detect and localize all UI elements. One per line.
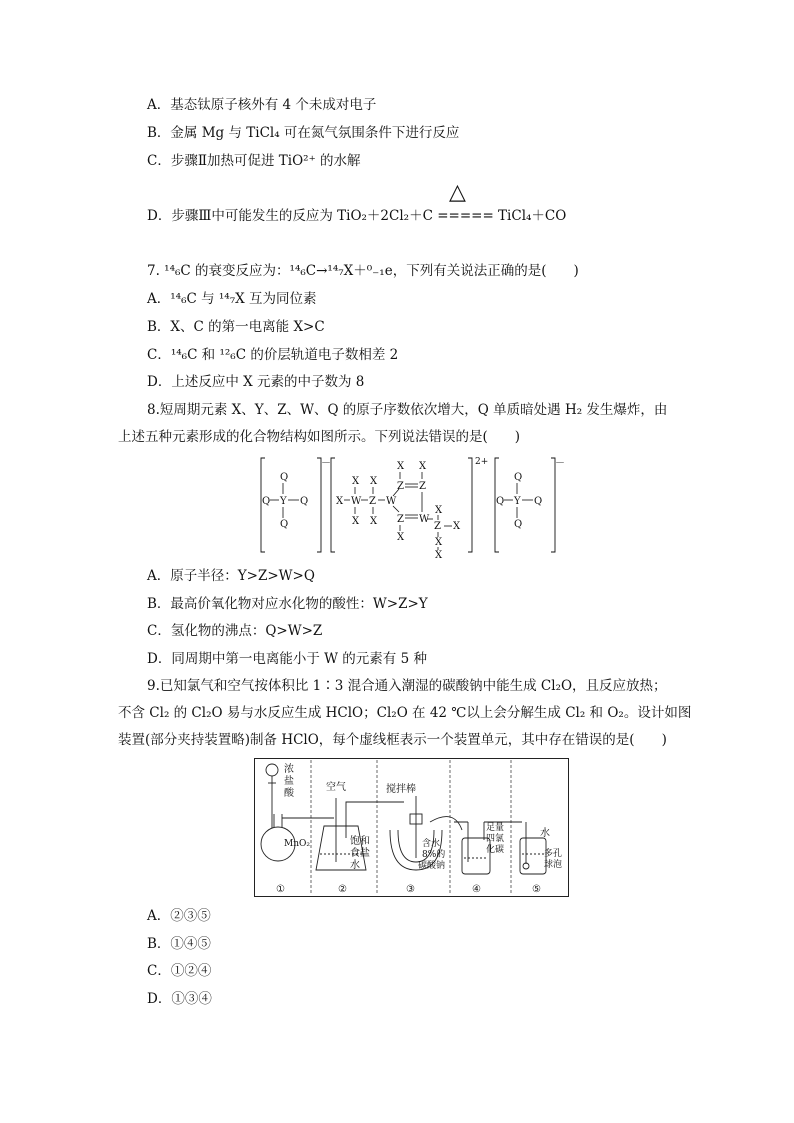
q6-option-b: B．金属 Mg 与 TiCl₄ 可在氮气氛围条件下进行反应 <box>147 125 460 141</box>
label-stirrer: 搅拌棒 <box>386 784 416 795</box>
q7-option-c: C．¹⁴₆C 和 ¹²₆C 的价层轨道电子数相差 2 <box>147 347 399 363</box>
q8-stem-line2: 上述五种元素形成的化合物结构如图所示。下列说法错误的是( ) <box>118 429 521 445</box>
label-brine: 饱和 <box>350 836 370 847</box>
atom-y: Y <box>280 496 287 507</box>
label-ccl4: 足量 <box>486 823 505 833</box>
q9-stem-line1: 9.已知氯气和空气按体积比 1∶3 混合通入潮湿的碳酸钠中能生成 Cl₂O，且反应放热； <box>147 678 667 694</box>
q6-option-c: C．步骤Ⅱ加热可促进 TiO²⁺ 的水解 <box>147 153 361 169</box>
q8-option-d: D．同周期中第一电离能小于 W 的元素有 5 种 <box>147 651 427 667</box>
label-na2co3: 含水 <box>422 839 441 849</box>
q9-option-d: D．①③④ <box>147 991 212 1007</box>
atom-x: X <box>435 505 443 516</box>
q6-option-a: A．基态钛原子核外有 4 个未成对电子 <box>147 97 377 113</box>
atom-q: Q <box>280 472 289 483</box>
atom-q: Q <box>262 496 271 507</box>
right-anion-charge: － <box>555 458 565 469</box>
q8-option-c: C．氢化物的沸点：Q>W>Z <box>147 623 323 639</box>
q9-stem-line2: 不含 Cl₂ 的 Cl₂O 易与水反应生成 HClO；Cl₂O 在 42 ℃以上会分解生成 Cl₂ 和 O₂。设计如图 <box>118 705 692 721</box>
atom-w: W <box>419 514 430 525</box>
unit-label-5: ⑤ <box>532 884 541 895</box>
label-air: 空气 <box>326 782 346 793</box>
q8-option-b: B．最高价氧化物对应水化物的酸性：W>Z>Y <box>147 596 428 612</box>
atom-q: Q <box>300 496 309 507</box>
unit-label-1: ① <box>276 884 285 895</box>
left-anion-charge: － <box>321 458 331 469</box>
q8-stem-line1: 8.短周期元素 X、Y、Z、W、Q 的原子序数依次增大，Q 单质暗处遇 H₂ 发生爆炸，由 <box>147 402 668 418</box>
atom-q: Q <box>280 519 289 530</box>
q9-option-a: A．②③⑤ <box>147 908 211 924</box>
atom-x: X <box>419 461 427 472</box>
atom-x: X <box>435 550 443 560</box>
atom-x: X <box>370 476 378 487</box>
atom-x: X <box>370 516 378 527</box>
atom-x: X <box>336 496 344 507</box>
atom-z: Z <box>419 481 426 492</box>
label-conc-hcl: 盐 <box>284 776 294 787</box>
label-ccl4: 四氯 <box>486 834 505 844</box>
q7-option-a: A．¹⁴₆C 与 ¹⁴₇X 互为同位素 <box>147 291 317 307</box>
atom-q: Q <box>514 472 523 483</box>
label-na2co3: 碳酸钠 <box>418 861 446 871</box>
q7-option-d: D．上述反应中 X 元素的中子数为 8 <box>147 374 365 390</box>
atom-q: Q <box>534 496 543 507</box>
delta-symbol: △ <box>449 179 466 205</box>
atom-q: Q <box>496 496 505 507</box>
atom-q: Q <box>514 519 523 530</box>
label-conc-hcl: 浓 <box>284 764 294 775</box>
atom-z: Z <box>369 496 376 507</box>
q9-apparatus-diagram <box>254 758 570 898</box>
q8-option-a: A．原子半径：Y>Z>W>Q <box>147 568 315 584</box>
q6-option-d: D．步骤Ⅲ中可能发生的反应为 TiO₂＋2Cl₂＋C ===== TiCl₄＋CO <box>147 208 567 224</box>
cation-charge: 2+ <box>475 457 489 467</box>
label-bubbler: 球泡 <box>544 860 563 870</box>
atom-w: W <box>351 496 362 507</box>
atom-x: X <box>397 532 405 543</box>
atom-z: Z <box>397 481 404 492</box>
q7-option-b: B．X、C 的第一电离能 X>C <box>147 319 325 335</box>
label-bubbler: 多孔 <box>544 849 563 859</box>
label-na2co3: 8%的 <box>422 850 446 860</box>
label-brine: 食盐 <box>350 848 370 859</box>
q9-stem-line3: 装置(部分夹持装置略)制备 HClO，每个虚线框表示一个装置单元，其中存在错误的是( ) <box>118 732 667 748</box>
atom-x: X <box>352 476 360 487</box>
atom-z: Z <box>434 521 441 532</box>
q9-option-b: B．①④⑤ <box>147 936 211 952</box>
unit-label-4: ④ <box>472 884 481 895</box>
label-water: 水 <box>540 828 550 839</box>
atom-x: X <box>453 521 461 532</box>
atom-x: X <box>352 516 360 527</box>
unit-label-3: ③ <box>406 884 415 895</box>
atom-y: Y <box>514 496 521 507</box>
label-mno2: MnO₂ <box>284 839 310 849</box>
atom-x: X <box>435 537 443 548</box>
label-brine: 水 <box>350 860 360 871</box>
q7-stem: 7. ¹⁴₆C 的衰变反应为：¹⁴₆C→¹⁴₇X＋⁰₋₁e，下列有关说法正确的是( ) <box>147 263 579 279</box>
atom-x: X <box>397 461 405 472</box>
q8-structure-diagram <box>255 452 575 560</box>
unit-label-2: ② <box>338 884 347 895</box>
q9-option-c: C．①②④ <box>147 963 212 979</box>
atom-z: Z <box>397 514 404 525</box>
atom-w: W <box>386 496 397 507</box>
label-conc-hcl: 酸 <box>284 788 294 799</box>
label-ccl4: 化碳 <box>486 845 505 855</box>
